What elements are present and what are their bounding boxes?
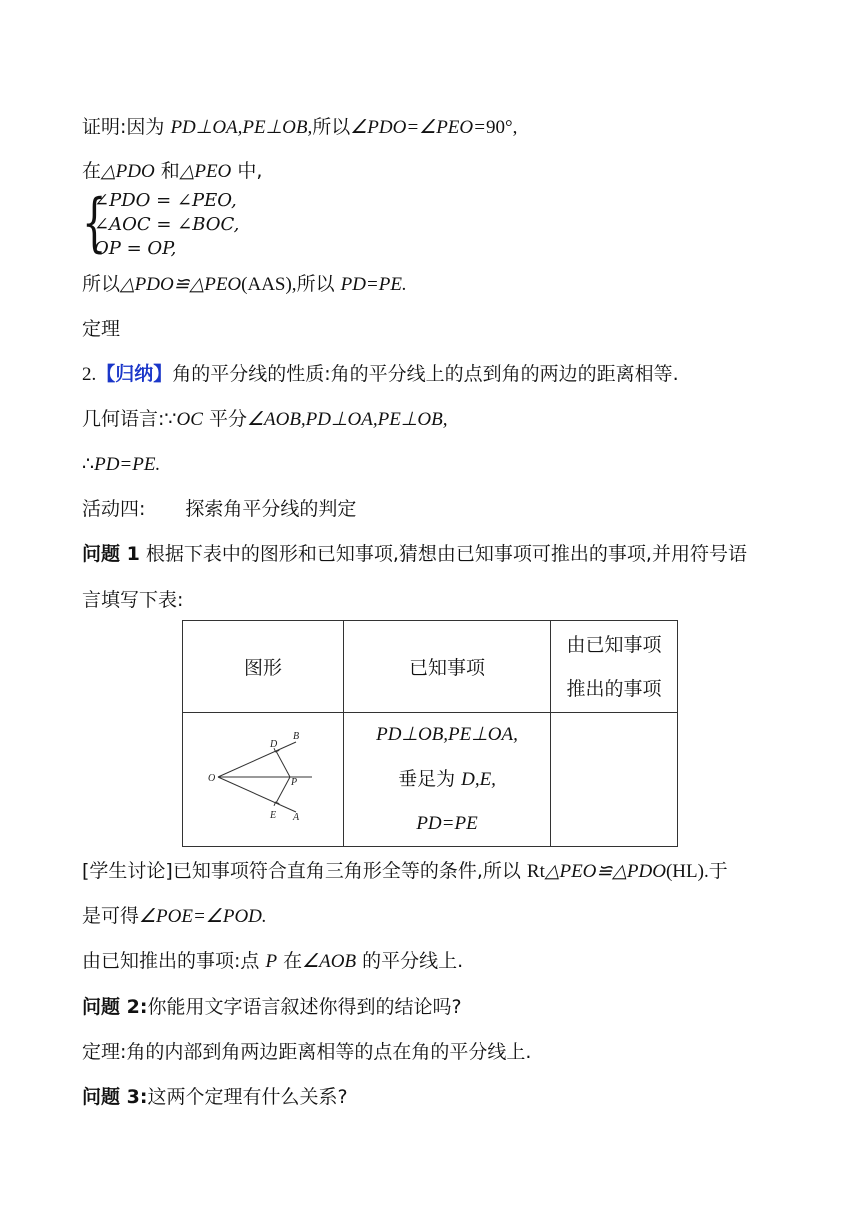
question-text: 这两个定理有什么关系? [147,1086,348,1108]
proof-math: △PDO [101,161,155,182]
summary-tag: 【归纳】 [96,363,173,385]
proof-math: ∠PDO=∠PEO= [350,117,486,138]
discussion-line-2 [82,903,267,930]
header-derived [551,621,678,713]
proof-conclusion [82,271,407,298]
geo-text: 几何语言:∵ [82,408,177,430]
theorem-2: 定理:角的内部到角两边距离相等的点在角的平分线上. [82,1041,532,1063]
geo-text: 平分 [202,408,247,430]
geo-math: PD=PE. [94,454,161,475]
activity-title: 探索角平分线的判定 [185,498,357,520]
geo-math: ∠AOB,PD⊥OA,PE⊥OB, [246,409,448,430]
system-equation: OP = OP, [94,238,177,259]
proof-text: 证明:因为 [82,116,171,138]
label-a: A [293,812,300,823]
discussion-text: 于 [708,860,728,882]
label-d: D [270,739,278,750]
left-brace: { [82,186,107,260]
proof-math: (AAS), [241,274,297,295]
question-text: 根据下表中的图形和已知事项,猜想由已知事项可推出的事项,并用符号语 [139,543,747,565]
activity-heading [82,496,356,522]
question-1-line-1 [82,541,747,567]
segment-pd [276,751,290,777]
proof-text: 所以 [82,273,121,295]
known-facts-cell [344,713,551,847]
derived-text: 在 [277,950,303,972]
proof-text: 和 [154,160,180,182]
ray-ob [218,742,296,777]
therefore-line [82,451,160,478]
label-p: P [291,777,298,788]
label-e: E [270,810,277,821]
known-fact-line: PD=PE [416,813,478,834]
figure-cell [183,713,344,847]
proof-math: △PDO≌△PEO [120,274,242,295]
proof-text: 中, [231,160,263,182]
known-fact-line [344,757,550,802]
derived-math: ∠AOB [302,951,357,972]
summary-line [82,361,679,388]
proof-line-2 [82,158,262,185]
question-text: 你能用文字语言叙述你得到的结论吗? [147,996,462,1018]
derived-math: P [265,951,278,972]
proof-line-1 [82,114,517,141]
geometric-language-line [82,406,447,433]
summary-text: 角的平分线的性质:角的平分线上的点到角的两边的距离相等. [172,363,679,385]
system-equation: ∠PDO = ∠PEO, [94,190,237,211]
proof-text: 在 [82,160,102,182]
question-2 [82,994,462,1020]
proof-math: △PEO [179,161,232,182]
system-equation: ∠AOC = ∠BOC, [94,214,240,235]
question-3 [82,1084,348,1110]
discussion-text: [学生讨论]已知事项符合直角三角形全等的条件,所以 [82,860,527,882]
known-fact-math: D,E, [461,769,496,790]
proof-math: 90°, [485,117,518,138]
discussion-math: Rt [526,861,545,882]
known-facts-table [182,620,678,847]
activity-label: 活动四: [82,498,146,520]
header-derived-line: 由已知事项 [566,633,662,656]
discussion-math: (HL). [665,861,709,882]
question-label: 问题 2: [82,996,148,1018]
label-o: O [208,773,216,784]
proof-math: PD=PE. [340,274,407,295]
discussion-math: ∠POE=∠POD. [139,906,267,927]
header-known: 已知事项 [344,621,551,713]
question-1-line-2: 言填写下表: [82,589,184,611]
segment-pe [276,777,290,803]
question-label: 问题 1 [82,543,140,565]
header-derived-line: 推出的事项 [566,677,662,700]
proof-text: 所以 [312,116,351,138]
discussion-text: 是可得 [82,905,140,927]
derived-facts-cell [551,713,678,847]
label-b: B [293,731,300,742]
proof-math: PD⊥OA,PE⊥OB, [170,117,313,138]
equation-system [82,186,282,264]
geo-math: OC [176,409,203,430]
proof-text: 所以 [296,273,341,295]
question-label: 问题 3: [82,1086,148,1108]
discussion-line-1 [82,858,728,885]
ray-oa [218,777,296,812]
therefore-symbol: ∴ [82,453,95,475]
header-figure: 图形 [183,621,344,713]
derived-text: 的平分线上. [356,950,464,972]
derived-line [82,948,463,975]
derived-text: 由已知推出的事项:点 [82,950,266,972]
discussion-math: △PEO≌△PDO [544,861,666,882]
theorem-heading: 定理 [82,318,121,340]
known-fact-text: 垂足为 [398,768,462,790]
item-number: 2. [82,364,97,385]
known-fact-line: PD⊥OB,PE⊥OA, [376,724,518,745]
angle-bisector-figure [188,717,338,837]
